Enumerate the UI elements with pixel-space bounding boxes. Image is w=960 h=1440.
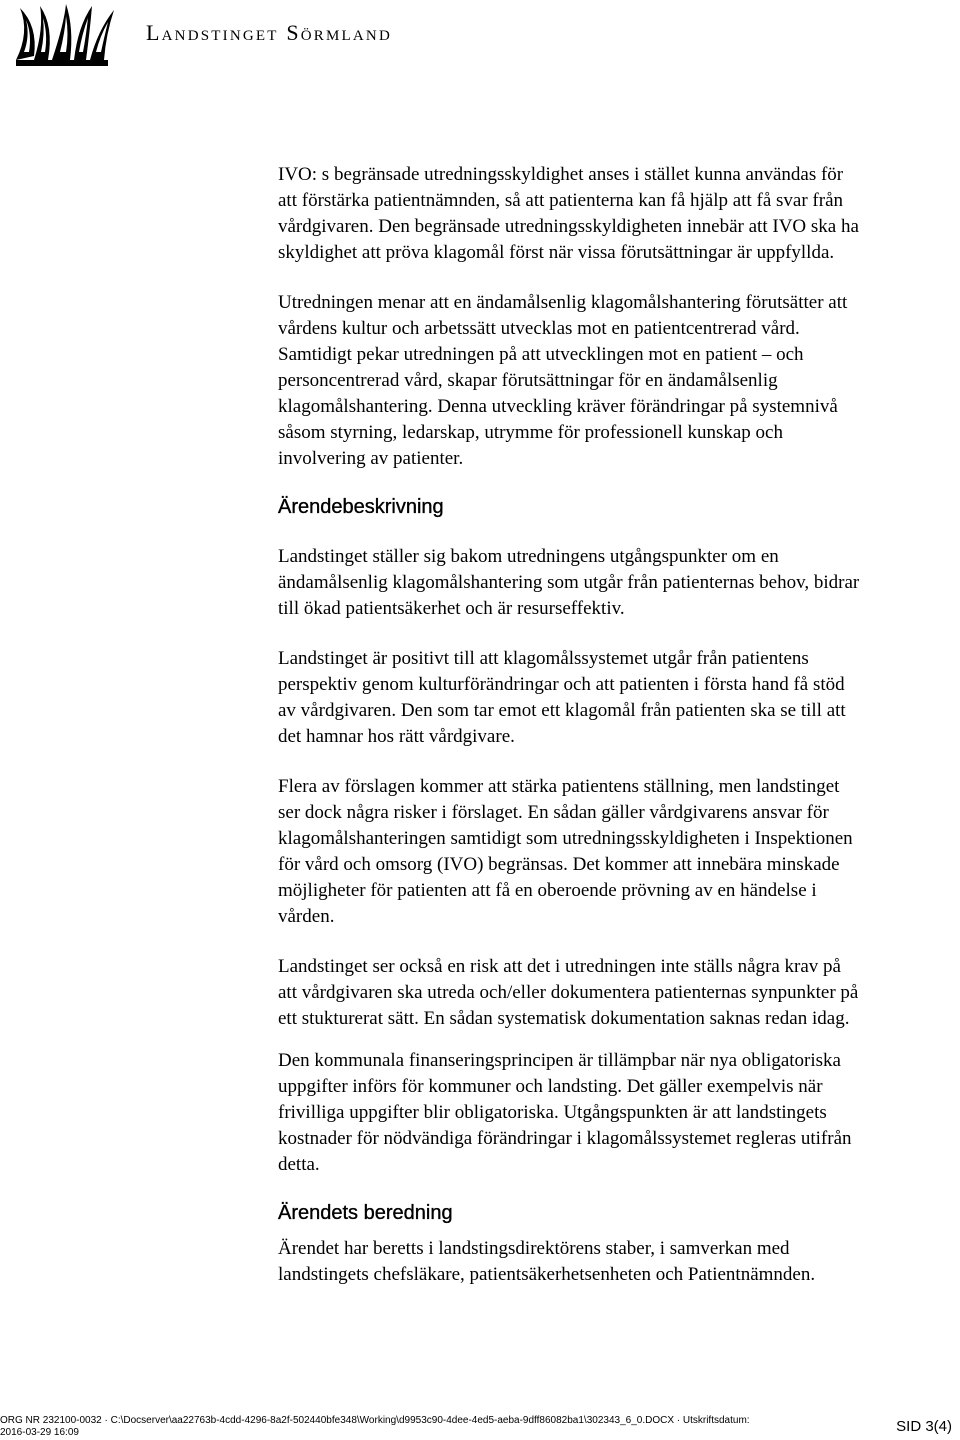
paragraph-arendet-har-beretts: Ärendet har beretts i landstingsdirektörens staber, i samverkan med landstingets chefsläkare, patientsäkerhetsenheten och Patientnämnden. bbox=[278, 1238, 816, 1285]
heading-arendebeskrivning: Ärendebeskrivning bbox=[278, 496, 444, 518]
heading-arendets-beredning: Ärendets beredning bbox=[278, 1202, 453, 1224]
paragraph-landstinget-positivt: Landstinget är positivt till att klagomålssystemet utgår från patientens perspektiv genom kulturförändringar och att patienten i första hand få stöd av vårdgivaren. Den som tar emot ett klagomål från patienten ska se till att det hamnar hos rätt vårdgivare. bbox=[278, 648, 846, 747]
footer-path: ORG NR 232100-0032 · C:\Docserver\aa22763b-4cdd-4296-8a2f-502440bfe348\Working\d9953c90-4dee-4ed5-aeba-9dff86082ba1\302343_6_0.DOCX · Utskriftsdatum: bbox=[0, 1415, 750, 1426]
paragraph-landstinget-ser-risk: Landstinget ser också en risk att det i utredningen inte ställs några krav på att vårdgivaren ska utreda och/eller dokumentera patienternas synpunkter på ett stukturerat sätt. En sådan systematisk dokumentation saknas redan idag. bbox=[278, 956, 859, 1029]
paragraph-finanseringsprincipen: Den kommunala finanseringsprincipen är tillämpbar när nya obligatoriska uppgifter införs för kommuner och landsting. Det gäller exempelvis när frivilliga uppgifter blir obligatoriska. Utgångspunkten är att landstingets kostnader för nödvändiga förändringar i klagomålssystemet regleras utifrån detta. bbox=[278, 1050, 852, 1175]
paragraph-landstinget-staller-sig: Landstinget ställer sig bakom utredningens utgångspunkter om en ändamålsenlig klagomålshantering som utgår från patienternas behov, bidrar till ökad patientsäkerhet och är resurseffektiv. bbox=[278, 546, 860, 619]
paragraph-ivo-utredningsskyldighet: IVO: s begränsade utredningsskyldighet anses i stället kunna användas för att förstärka patientnämnden, så att patienterna kan få hjälp att få svar från vårdgivaren. Den begränsade utredningsskyldigheten innebär att IVO ska ha skyldighet att pröva klagomål först när vissa förutsättningar är uppfyllda. bbox=[278, 164, 859, 263]
paragraph-utredningen-menar: Utredningen menar att en ändamålsenlig klagomålshantering förutsätter att vårdens kultur och arbetssätt utvecklas mot en patientcentrerad vård. Samtidigt pekar utredningen på att utvecklingen mot en patient – och personcentrerad vård, skapar förutsättningar för en ändamålsenlig klagomålshantering. Denna utveckling kräver förändringar på systemnivå såsom styrning, ledarskap, utrymme för professionell kunskap och involvering av patienter. bbox=[278, 292, 848, 469]
footer-document-info bbox=[0, 1415, 750, 1439]
brand-name: Landstinget Sörmland bbox=[146, 20, 392, 45]
page-number: SID 3(4) bbox=[896, 1418, 952, 1435]
landstinget-sormland-crown-logo-icon bbox=[12, 2, 122, 68]
document-header bbox=[12, 2, 392, 68]
document-body bbox=[278, 162, 960, 1288]
footer-print-date: 2016-03-29 16:09 bbox=[0, 1427, 79, 1438]
paragraph-flera-av-forslagen: Flera av förslagen kommer att stärka patientens ställning, men landstinget ser dock några risker i förslaget. En sådan gäller vårdgivarens ansvar för klagomålshanteringen samtidigt som utredningsskyldigheten i Inspektionen för vård och omsorg (IVO) begränsas. Det kommer att innebära minskade möjligheter för patienten att få en oberoende prövning av en händelse i vården. bbox=[278, 776, 853, 927]
